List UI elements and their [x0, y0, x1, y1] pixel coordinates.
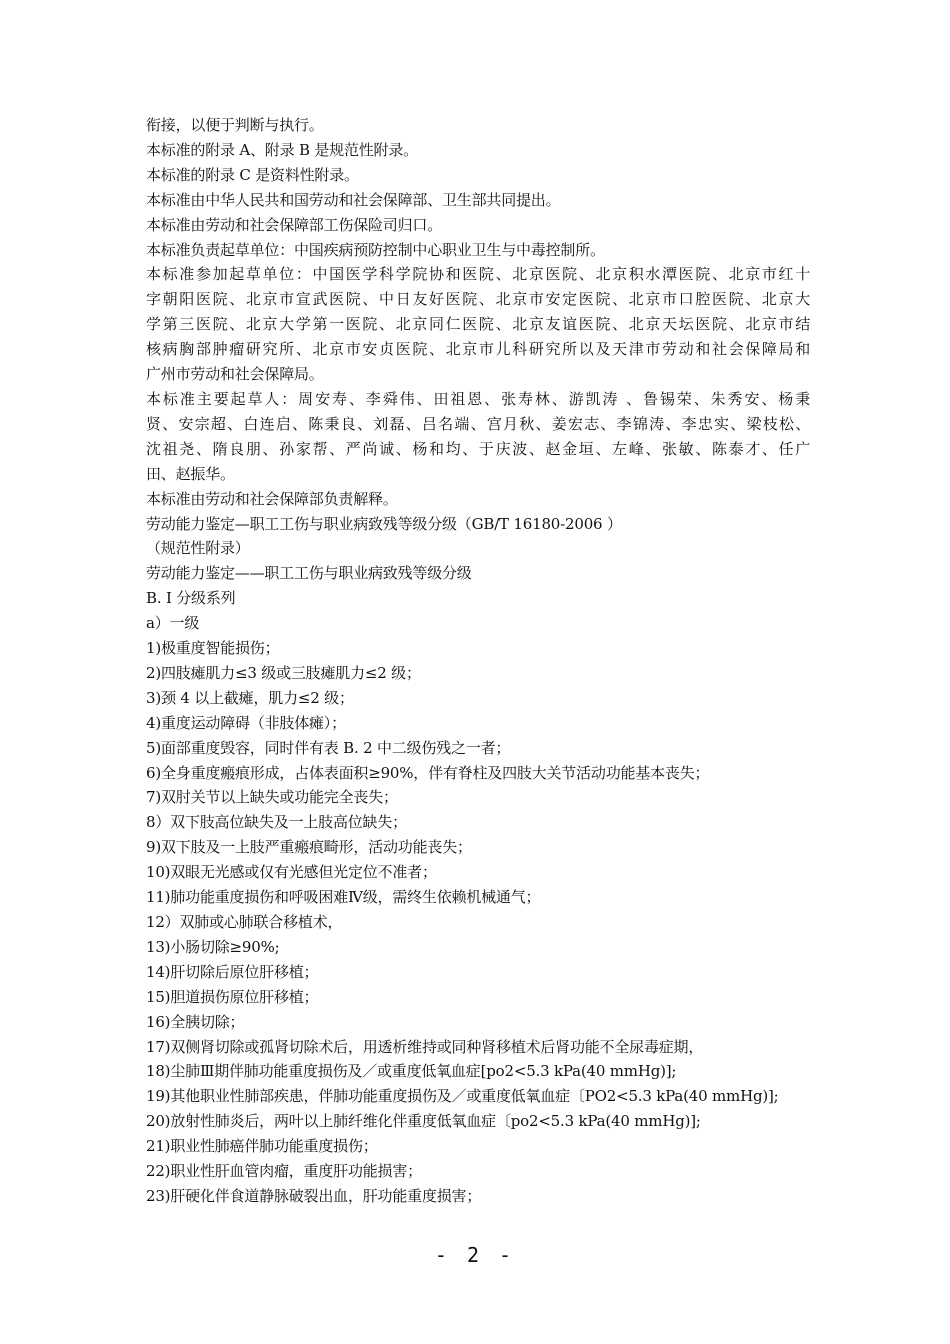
text-line: 本标准的附录 C 是资料性附录。: [146, 165, 359, 184]
text-line: 3)颈 4 以上截瘫，肌力≤2 级；: [146, 688, 354, 707]
text-line: 本标准由劳动和社会保障部工伤保险司归口。: [146, 215, 443, 234]
text-line: 本标准负责起草单位：中国疾病预防控制中心职业卫生与中毒控制所。: [146, 240, 605, 259]
text-line: 4)重度运动障碍（非肢体瘫）；: [146, 713, 346, 732]
text-line: 13)小肠切除≥90%;: [146, 937, 280, 956]
text-line: 20)放射性肺炎后，两叶以上肺纤维化伴重度低氧血症〔po2<5.3 kPa(40 mmHg)];: [146, 1112, 701, 1131]
text-line: 16)全胰切除；: [146, 1012, 245, 1031]
text-line: 18)尘肺Ⅲ期伴肺功能重度损伤及／或重度低氧血症[po2<5.3 kPa(40 mmHg)];: [146, 1062, 677, 1081]
text-line: 17)双侧肾切除或孤肾切除术后，用透析维持或同种肾移植术后肾功能不全尿毒症期，: [146, 1037, 704, 1056]
text-line: 1)极重度智能损伤；: [146, 639, 280, 658]
text-line: 本标准由中华人民共和国劳动和社会保障部、卫生部共同提出。: [146, 190, 561, 209]
text-line: 21)职业性肺癌伴肺功能重度损伤；: [146, 1137, 378, 1156]
text-line: 6)全身重度瘢痕形成，占体表面积≥90%，伴有脊柱及四肢大关节活动功能基本丧失；: [146, 763, 710, 782]
text-line: 19)其他职业性肺部疾患，伴肺功能重度损伤及／或重度低氧血症〔PO2<5.3 kPa(40 mmHg)];: [146, 1087, 779, 1106]
text-line: 8）双下肢高位缺失及一上肢高位缺失；: [146, 813, 407, 832]
document-body: [146, 113, 810, 1209]
text-line: 广州市劳动和社会保障局。: [146, 365, 324, 384]
text-line: 劳动能力鉴定—职工工伤与职业病致残等级分级（GB/T 16180-2006 ）: [146, 514, 622, 533]
text-line: 11)肺功能重度损伤和呼吸困难Ⅳ级，需终生依赖机械通气；: [146, 888, 541, 907]
text-line: 字朝阳医院、北京市宣武医院、中日友好医院、北京市安定医院、北京市口腔医院、北京大: [146, 290, 810, 309]
text-line: 衔接，以便于判断与执行。: [146, 116, 324, 134]
text-line: 劳动能力鉴定——职工工伤与职业病致残等级分级: [146, 564, 472, 583]
text-line: 沈祖尧、隋良朋、孙家帮、严尚诚、杨和均、于庆波、赵金垣、左峰、张敏、陈泰才、任广: [146, 439, 810, 458]
text-line: 本标准由劳动和社会保障部负责解释。: [146, 489, 398, 508]
text-line: 9)双下肢及一上肢严重瘢痕畸形，活动功能丧失；: [146, 838, 472, 857]
text-line: 23)肝硬化伴食道静脉破裂出血，肝功能重度损害；: [146, 1186, 482, 1205]
text-line: a）一级: [146, 614, 200, 633]
text-line: 本标准的附录 A、附录 B 是规范性附录。: [146, 140, 418, 159]
text-line: 田、赵振华。: [146, 464, 235, 483]
text-line: 核病胸部肿瘤研究所、北京市安贞医院、北京市儿科研究所以及天津市劳动和社会保障局和: [146, 340, 810, 359]
text-line: 12）双肺或心肺联合移植术，: [146, 913, 343, 931]
page-number: - 2 -: [434, 1243, 516, 1267]
text-line: （规范性附录）: [146, 539, 250, 558]
text-line: 本标准主要起草人：周安寿、李舜伟、田祖恩、张寿林、游凯涛 、鲁锡荣、朱秀安、杨秉: [146, 389, 810, 408]
text-line: 10)双眼无光感或仅有光感但光定位不准者；: [146, 863, 437, 882]
text-line: B. I 分级系列: [146, 589, 236, 608]
text-line: 7)双肘关节以上缺失或功能完全丧失；: [146, 788, 398, 807]
text-line: 15)胆道损伤原位肝移植；: [146, 987, 319, 1006]
text-line: 贤、安宗超、白连启、陈秉良、刘磊、吕名端、宫月秋、姜宏志、李锦涛、李忠实、梁枝松、: [146, 414, 810, 433]
text-line: 22)职业性肝血管肉瘤，重度肝功能损害；: [146, 1162, 422, 1181]
text-line: 2)四肢瘫肌力≤3 级或三肢瘫肌力≤2 级；: [146, 663, 421, 682]
text-line: 本标准参加起草单位：中国医学科学院协和医院、北京医院、北京积水潭医院、北京市红十: [146, 265, 810, 284]
text-line: 14)肝切除后原位肝移植；: [146, 962, 319, 981]
text-line: 5)面部重度毁容，同时伴有表 B. 2 中二级伤残之一者；: [146, 738, 511, 757]
text-line: 学第三医院、北京大学第一医院、北京同仁医院、北京友谊医院、北京天坛医院、北京市结: [146, 315, 810, 334]
